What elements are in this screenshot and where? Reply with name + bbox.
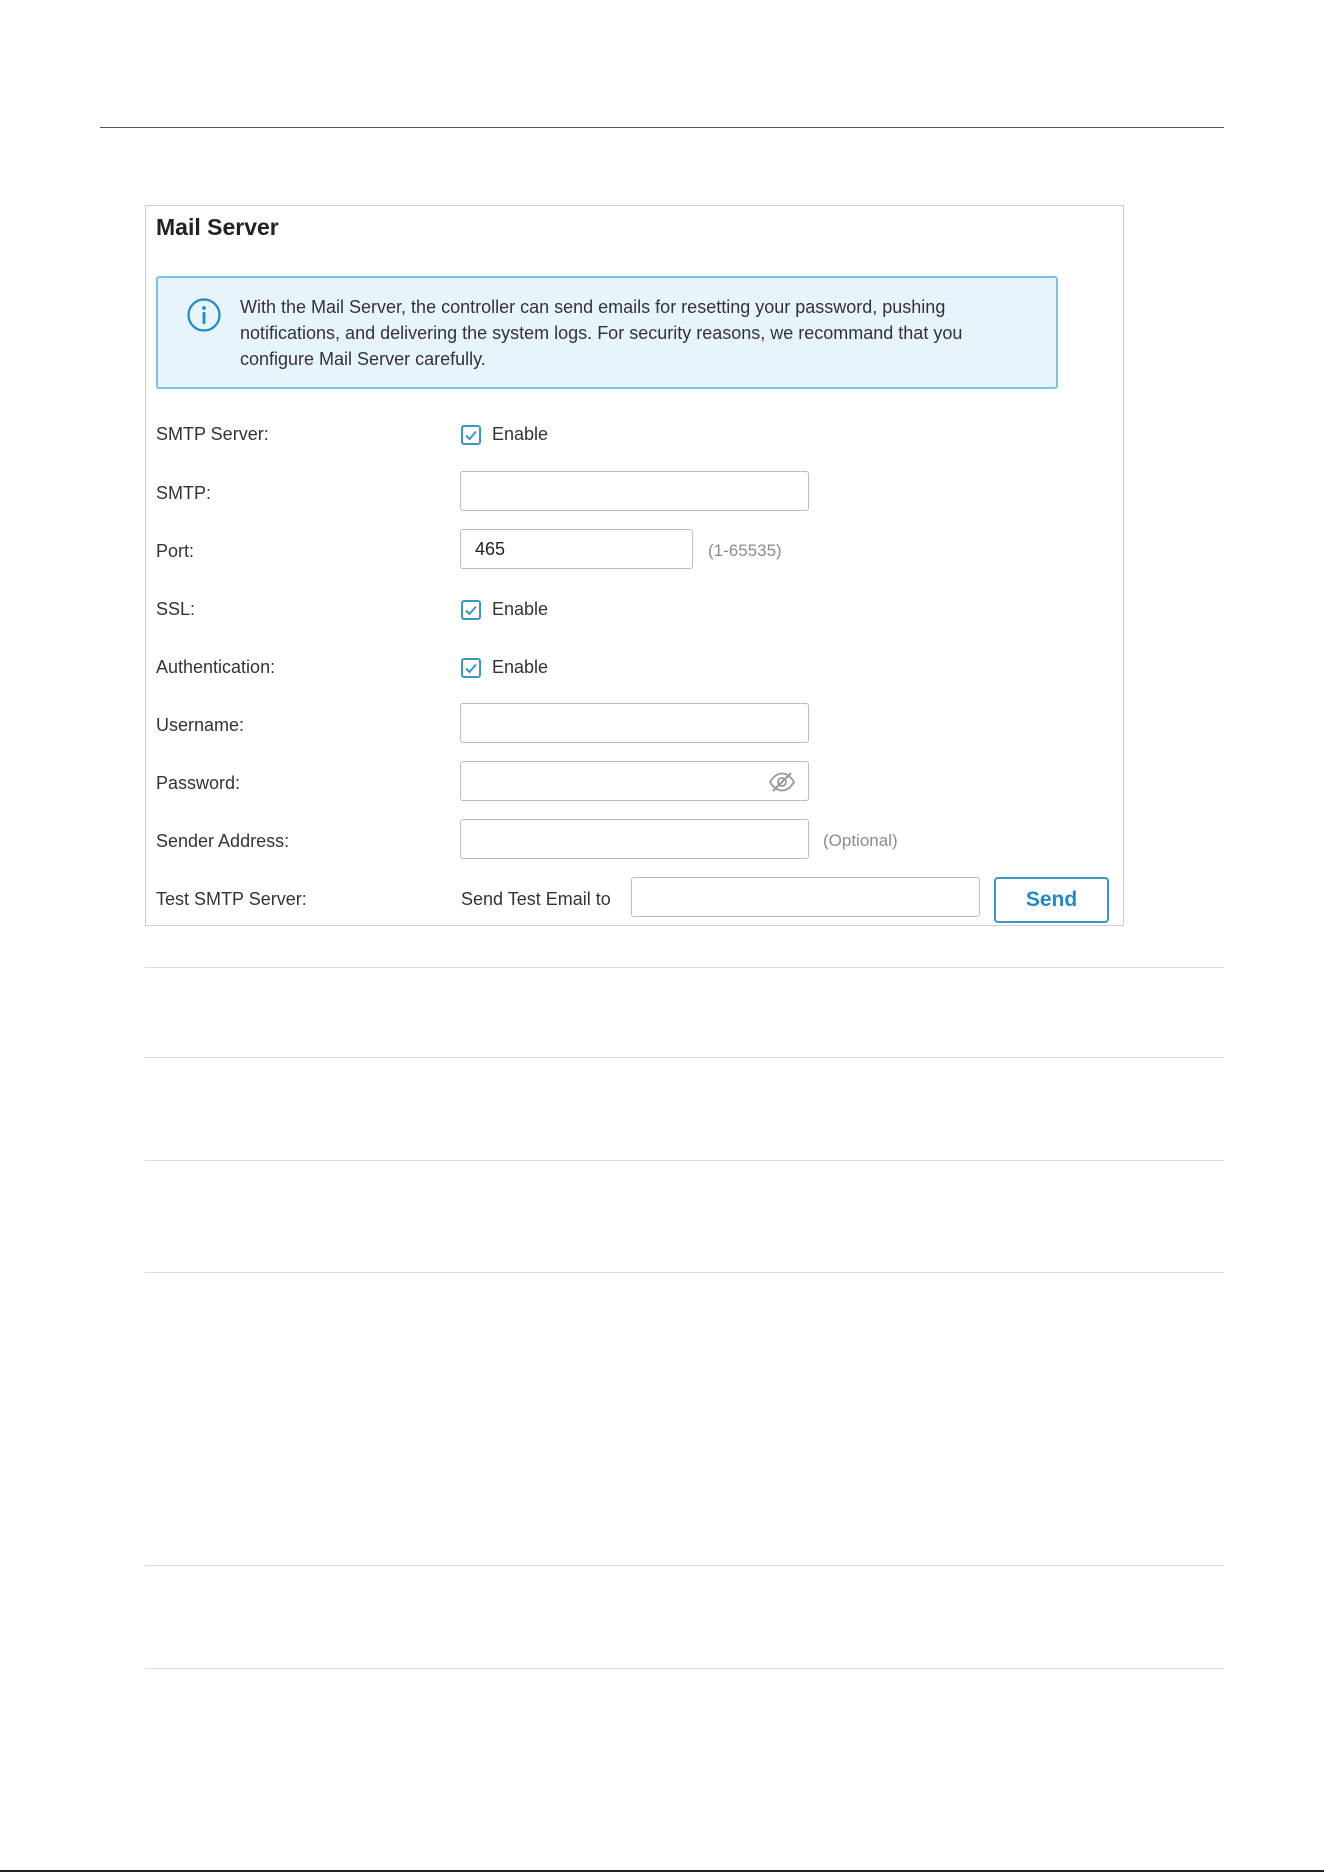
smtp-input[interactable]: [460, 471, 809, 511]
check-icon: [464, 428, 478, 442]
check-icon: [464, 603, 478, 617]
smtp-server-label: SMTP Server:: [156, 424, 269, 444]
port-range-hint: (1-65535): [708, 541, 782, 560]
info-text: With the Mail Server, the controller can send emails for resetting your password, pushing notifications, and delivering the system logs. For security reasons, we recommand that you configure Mail Server carefully.: [240, 297, 963, 369]
sender-address-input[interactable]: [460, 819, 809, 859]
check-icon: [464, 661, 478, 675]
ssl-enable-label: Enable: [492, 599, 549, 619]
username-input[interactable]: [460, 703, 809, 743]
mail-server-panel: [145, 205, 1124, 926]
port-input[interactable]: [460, 529, 693, 569]
optional-hint: (Optional): [823, 831, 898, 850]
authentication-enable-label: Enable: [492, 657, 549, 677]
separator: [145, 1160, 1224, 1161]
authentication-checkbox[interactable]: [461, 658, 481, 678]
info-icon: [186, 297, 222, 333]
smtp-server-checkbox[interactable]: [461, 425, 481, 445]
ssl-checkbox[interactable]: [461, 600, 481, 620]
send-test-email-label: Send Test Email to: [461, 889, 611, 909]
send-button[interactable]: Send: [994, 877, 1109, 923]
port-label: Port:: [156, 541, 195, 561]
separator: [145, 1565, 1224, 1566]
top-rule: [100, 127, 1224, 128]
separator: [145, 1668, 1224, 1669]
smtp-label: SMTP:: [156, 483, 212, 503]
ssl-label: SSL:: [156, 599, 196, 619]
smtp-server-enable-label: Enable: [492, 424, 549, 444]
eye-off-icon[interactable]: [768, 771, 796, 793]
separator: [145, 1272, 1224, 1273]
separator: [145, 1057, 1224, 1058]
username-label: Username:: [156, 715, 245, 735]
info-banner: [156, 276, 1058, 389]
test-smtp-server-label: Test SMTP Server:: [156, 889, 307, 909]
authentication-label: Authentication:: [156, 657, 276, 677]
separator: [145, 967, 1224, 968]
password-label: Password:: [156, 773, 241, 793]
panel-title: Mail Server: [156, 214, 279, 240]
test-email-input[interactable]: [631, 877, 980, 917]
sender-address-label: Sender Address:: [156, 831, 290, 851]
password-input[interactable]: [460, 761, 809, 801]
